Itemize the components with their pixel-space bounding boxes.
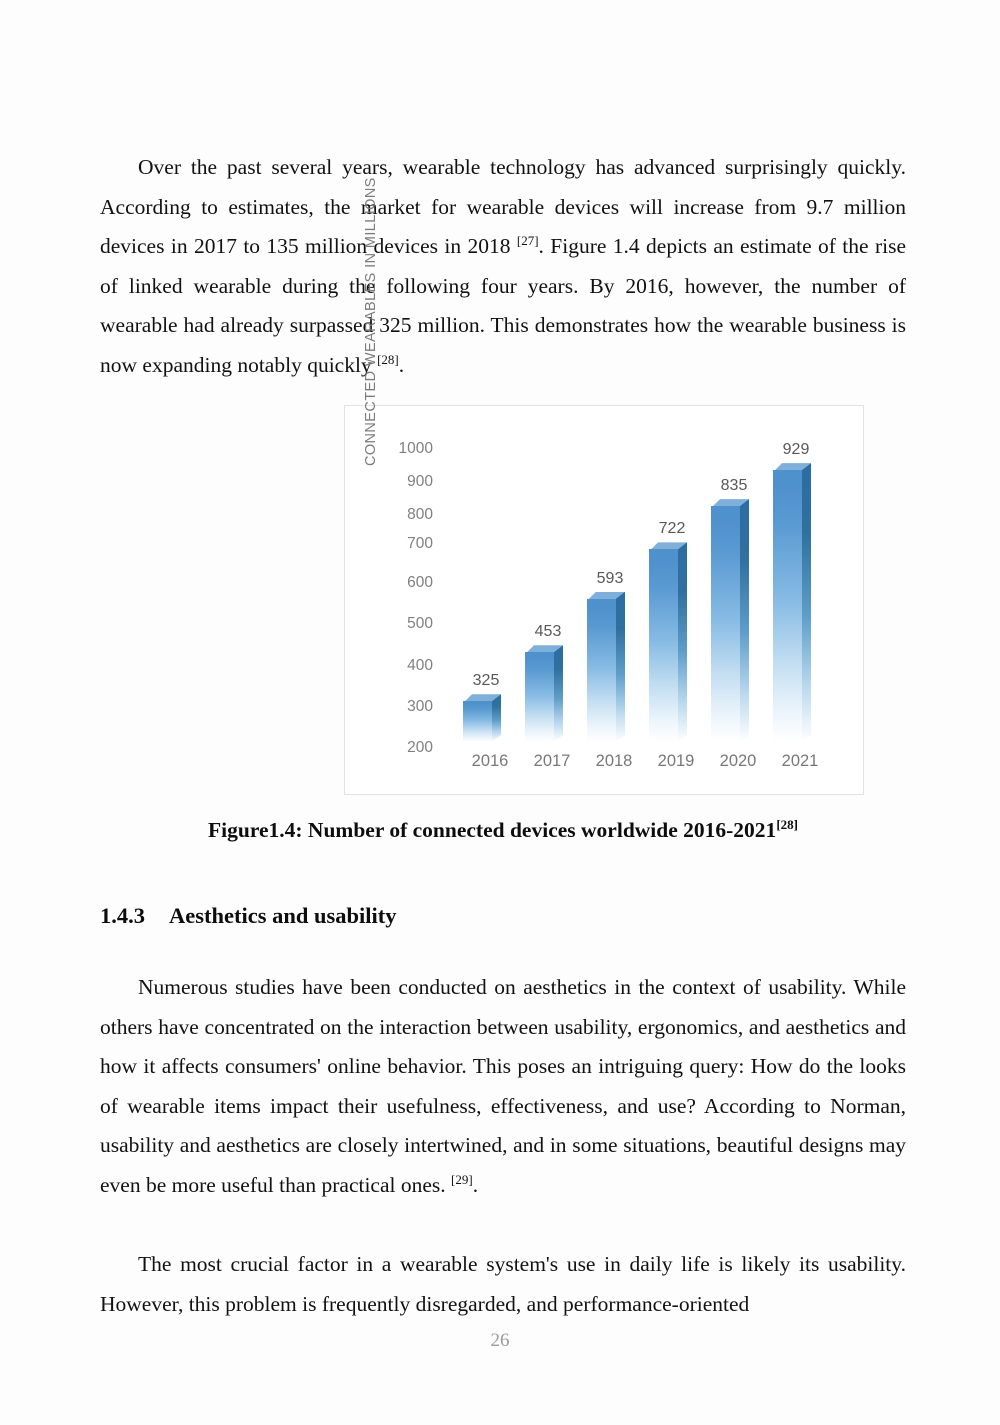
bar-front-face — [463, 701, 492, 742]
x-label-2016: 2016 — [471, 752, 509, 770]
y-tick-900: 900 — [407, 473, 433, 490]
figure-caption — [100, 818, 906, 843]
section-number: 1.4.3 — [100, 903, 145, 928]
page-number: 26 — [490, 1330, 510, 1351]
x-label-2020: 2020 — [719, 752, 757, 770]
y-tick-700: 700 — [407, 535, 433, 552]
bar-side-face — [492, 694, 501, 742]
paragraph-2-text-b: . — [472, 1172, 479, 1197]
bar-group-2018 — [583, 436, 645, 742]
citation-29: [29] — [451, 1171, 473, 1187]
y-tick-1000: 1000 — [398, 440, 433, 457]
bar-value-label-2019: 722 — [658, 520, 686, 538]
figure-caption-citation: [28] — [776, 816, 798, 832]
section-title: Aesthetics and usability — [169, 903, 397, 928]
citation-27: [27] — [516, 232, 539, 248]
paragraph-2 — [100, 968, 906, 1205]
bar-2021 — [773, 463, 811, 742]
bar-side-face — [802, 463, 811, 742]
bar-2017 — [525, 645, 563, 742]
bar-side-face — [616, 592, 625, 742]
bar-front-face — [587, 599, 616, 742]
section-heading — [100, 903, 397, 929]
bar-value-label-2016: 325 — [472, 672, 500, 690]
bar-side-face — [678, 542, 687, 742]
bar-side-face — [740, 499, 749, 742]
y-tick-300: 300 — [407, 698, 433, 715]
bar-side-face — [554, 645, 563, 742]
bar-value-label-2021: 929 — [782, 441, 810, 459]
paragraph-1-text-a: Over the past several years, wearable technology has advanced surprisingly quickly. According to estimates, the market for wearable devices will increase from 9.7 million devices in 2017 to 135 million devices in 2018 — [100, 155, 906, 258]
figure-caption-text: Figure1.4: Number of connected devices worldwide 2016-2021 — [208, 818, 777, 842]
paragraph-1 — [100, 148, 906, 385]
paragraph-1-text-c: . — [398, 352, 405, 377]
x-label-2018: 2018 — [595, 752, 633, 770]
paragraph-2-text-a: Numerous studies have been conducted on aesthetics in the context of usability. While others have concentrated on the interaction between usability, ergonomics, and aesthetics and how it affects consumers' online behavior. This poses an intriguing query: How do the looks of wearable items impact their usefulness, effectiveness, and use? According to Norman, usability and aesthetics are closely intertwined, and in some situations, beautiful designs may even be more useful than practical ones. — [100, 975, 906, 1197]
paragraph-3: The most crucial factor in a wearable system's use in daily life is likely its usability. However, this problem is frequently disregarded, and performance-oriented — [100, 1252, 906, 1316]
bar-group-2017 — [521, 436, 583, 742]
citation-28-inline: [28] — [377, 351, 399, 367]
chart-plot-area — [441, 436, 847, 742]
bar-front-face — [649, 549, 678, 742]
bar-value-label-2017: 453 — [534, 623, 562, 641]
bar-2019 — [649, 542, 687, 742]
x-label-2021: 2021 — [781, 752, 819, 770]
chart-x-axis-labels — [441, 752, 847, 776]
bar-2018 — [587, 592, 625, 742]
bar-2016 — [463, 694, 501, 742]
bar-value-label-2020: 835 — [720, 477, 748, 495]
y-tick-200: 200 — [407, 739, 433, 756]
x-label-2017: 2017 — [533, 752, 571, 770]
bar-value-label-2018: 593 — [596, 569, 624, 587]
paragraph-1-text-b: . Figure 1.4 depicts an estimate of the rise of linked wearable during the following four years. By 2016, however, the number of wearable had already surpassed 325 million. This demonstrates how the wearable business is now expanding notably quickly — [100, 234, 906, 377]
bar-group-2020 — [707, 436, 769, 742]
y-tick-600: 600 — [407, 574, 433, 591]
bar-group-2016 — [459, 436, 521, 742]
bar-2020 — [711, 499, 749, 742]
bar-front-face — [773, 470, 802, 742]
chart-y-axis-ticks — [385, 440, 433, 756]
x-label-2019: 2019 — [657, 752, 695, 770]
bar-group-2021 — [769, 436, 831, 742]
y-tick-800: 800 — [407, 506, 433, 523]
bar-front-face — [525, 652, 554, 742]
y-tick-400: 400 — [407, 657, 433, 674]
bar-front-face — [711, 506, 740, 742]
chart-y-axis-title: CONNECTED WEARABLES IN MILLIONS — [363, 177, 379, 466]
y-tick-500: 500 — [407, 615, 433, 632]
bar-group-2019 — [645, 436, 707, 742]
